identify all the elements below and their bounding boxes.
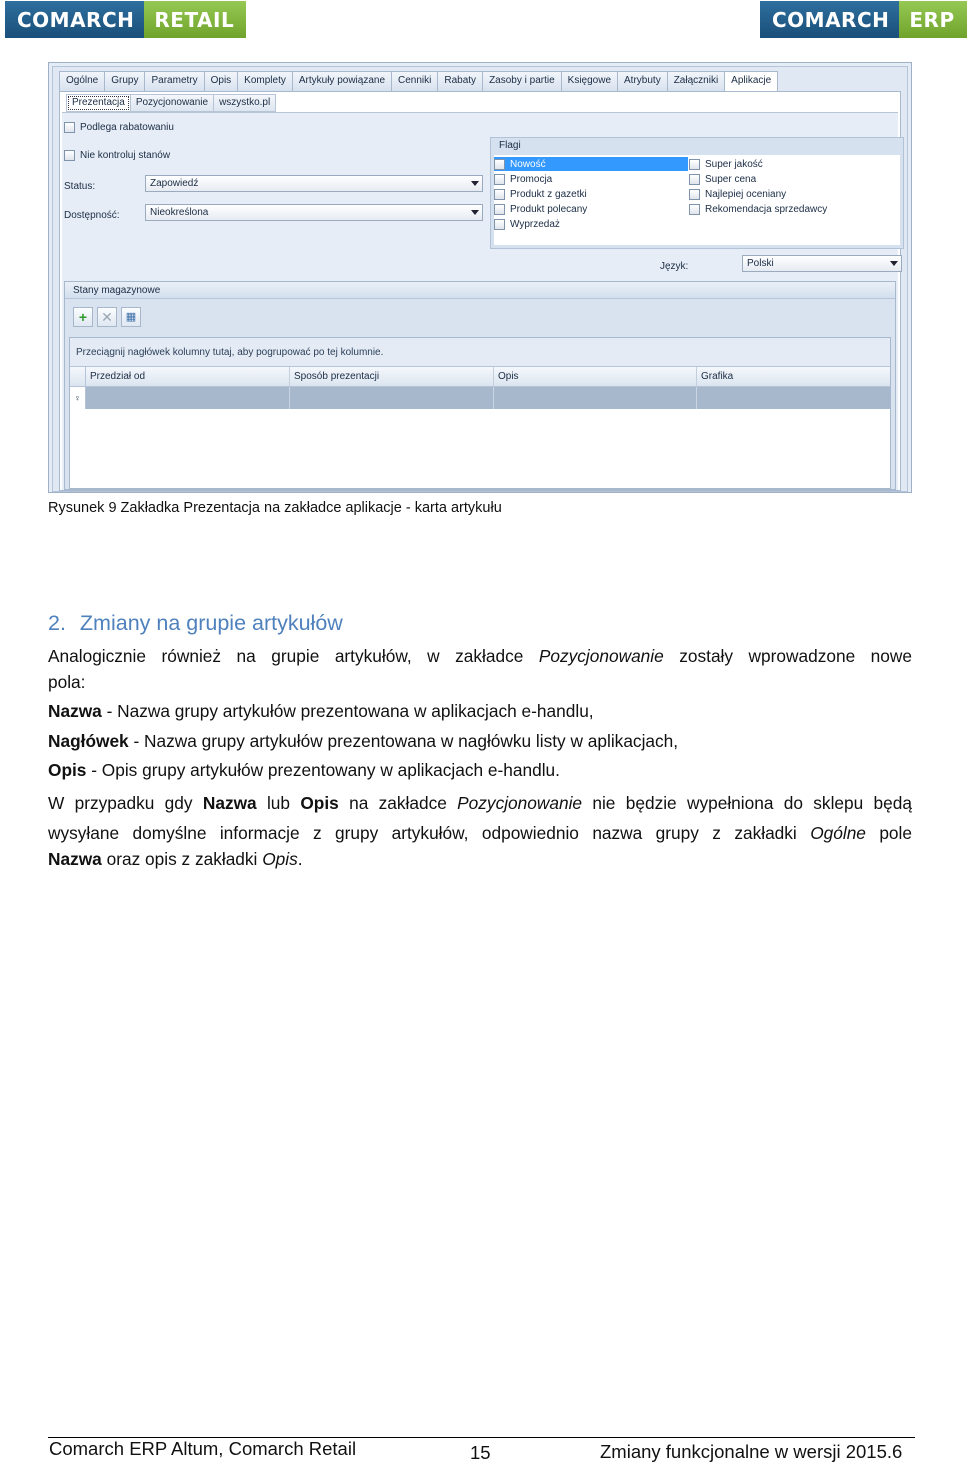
comarch-erp-logo: [760, 1, 955, 38]
tab-cenniki[interactable]: Cenniki: [391, 71, 438, 91]
flag-checkbox[interactable]: [689, 204, 700, 215]
main-tab-bar: [59, 71, 777, 91]
tab-aplikacje[interactable]: Aplikacje: [724, 71, 778, 92]
list-item-naglowek: [48, 731, 678, 752]
text-run: Analogicznie również na grupie artykułów, w zakładce: [48, 646, 539, 666]
column-header-sposob[interactable]: Sposób prezentacji: [290, 367, 494, 386]
discount-checkbox-label: Podlega rabatowaniu: [80, 122, 174, 133]
tab-parametry[interactable]: Parametry: [144, 71, 204, 91]
filter-cell[interactable]: [290, 387, 494, 409]
stock-control-checkbox[interactable]: [64, 150, 75, 161]
intro-line-2: pola:: [48, 672, 86, 692]
chevron-down-icon: [890, 261, 898, 266]
grid-filter-row[interactable]: [70, 387, 890, 409]
availability-select-value: Nieokreślona: [150, 207, 209, 218]
logo-comarch-text: COMARCH: [5, 1, 144, 38]
subtab-wszystko-pl[interactable]: wszystko.pl: [213, 94, 276, 112]
text-run: oraz opis z zakładki: [101, 849, 263, 869]
footer-page-number: 15: [470, 1442, 491, 1463]
flags-group: [490, 137, 904, 249]
article-card-screenshot: [48, 62, 912, 493]
flag-label: Produkt polecany: [510, 203, 588, 215]
tab-zalaczniki[interactable]: Załączniki: [667, 71, 725, 91]
flag-checkbox[interactable]: [494, 159, 505, 170]
language-select[interactable]: [742, 255, 902, 272]
tab-opis[interactable]: Opis: [204, 71, 239, 91]
logo-comarch-text: COMARCH: [760, 1, 899, 38]
flag-item[interactable]: [689, 157, 763, 171]
stock-control-checkbox-row[interactable]: [64, 150, 170, 161]
paragraph-2-line-2: [48, 819, 912, 848]
flag-label: Rekomendacja sprzedawcy: [705, 203, 828, 215]
text-run: - Nazwa grupy artykułów prezentowana w nagłówku listy w aplikacjach,: [128, 731, 679, 751]
flag-label: Nowość: [510, 158, 546, 170]
tab-grupy[interactable]: Grupy: [104, 71, 145, 91]
stock-control-checkbox-label: Nie kontroluj stanów: [80, 150, 171, 161]
bold-term: Opis: [48, 760, 87, 780]
flag-item[interactable]: [494, 172, 552, 186]
delete-button[interactable]: [97, 307, 117, 327]
text-run: pole: [865, 823, 912, 843]
column-header-opis[interactable]: Opis: [494, 367, 697, 386]
figure-caption: Rysunek 9 Zakładka Prezentacja na zakładce aplikacje - karta artykułu: [48, 500, 502, 516]
flag-checkbox[interactable]: [494, 174, 505, 185]
comarch-retail-logo: [5, 1, 235, 38]
flag-label: Promocja: [510, 173, 553, 185]
plus-icon: +: [78, 309, 88, 325]
availability-label: Dostępność:: [64, 210, 120, 221]
italic-tab-name: Pozycjonowanie: [457, 793, 583, 813]
availability-select[interactable]: [145, 204, 483, 221]
flag-item[interactable]: [494, 187, 587, 201]
status-label: Status:: [64, 181, 96, 192]
tab-komplety[interactable]: Komplety: [237, 71, 293, 91]
bold-term: Opis: [300, 793, 339, 813]
text-run: - Nazwa grupy artykułów prezentowana w aplikacjach e-handlu,: [101, 701, 594, 721]
prezentacja-panel: [62, 112, 898, 490]
logo-retail-text: RETAIL: [144, 1, 246, 38]
tab-atrybuty[interactable]: Atrybuty: [617, 71, 668, 91]
tab-ksiegowe[interactable]: Księgowe: [561, 71, 618, 91]
flag-label: Super jakość: [705, 158, 763, 170]
text-run: - Opis grupy artykułów prezentowany w aplikacjach e-handlu.: [86, 760, 560, 780]
window-panel: [52, 66, 908, 492]
stock-levels-title: Stany magazynowe: [65, 282, 895, 299]
flag-checkbox[interactable]: [689, 159, 700, 170]
chevron-down-icon: [471, 181, 479, 186]
filter-icon: ♀: [70, 387, 86, 409]
stock-grid: [69, 337, 891, 489]
flag-item[interactable]: [494, 217, 560, 231]
footer-version: Zmiany funkcjonalne w wersji 2015.6: [600, 1441, 903, 1462]
edit-grid-button[interactable]: [121, 307, 141, 327]
column-header-przedzial[interactable]: Przedział od: [86, 367, 290, 386]
flag-label: Super cena: [705, 173, 757, 185]
bold-term: Nazwa: [48, 701, 102, 721]
grid-edit-icon: ▦: [125, 310, 137, 323]
flag-checkbox[interactable]: [689, 189, 700, 200]
grid-header-row: [70, 367, 890, 387]
discount-checkbox[interactable]: [64, 122, 75, 133]
flag-label: Wyprzedaż: [510, 218, 560, 230]
flag-checkbox[interactable]: [494, 204, 505, 215]
list-item-opis: [48, 760, 560, 781]
language-select-value: Polski: [747, 258, 774, 269]
x-icon: ✕: [101, 309, 113, 325]
filter-cell[interactable]: [494, 387, 697, 409]
bold-term: Nazwa: [48, 849, 102, 869]
group-by-hint: Przeciągnij nagłówek kolumny tutaj, aby pogrupować po tej kolumnie.: [70, 338, 890, 367]
subtab-prezentacja[interactable]: Prezentacja: [66, 94, 131, 112]
discount-checkbox-row[interactable]: [64, 122, 174, 133]
row-indicator-header: [70, 367, 86, 386]
filter-cell[interactable]: [86, 387, 290, 409]
status-select-value: Zapowiedź: [150, 178, 199, 189]
tab-rabaty[interactable]: Rabaty: [437, 71, 483, 91]
column-header-grafika[interactable]: Grafika: [701, 371, 734, 382]
subtab-pozycjonowanie[interactable]: Pozycjonowanie: [130, 94, 214, 112]
italic-tab-name: Pozycjonowanie: [538, 646, 664, 666]
flag-item[interactable]: [689, 187, 786, 201]
text-run: lub: [256, 793, 301, 813]
language-label: Język:: [660, 261, 689, 272]
chevron-down-icon: [471, 210, 479, 215]
flag-label: Produkt z gazetki: [510, 188, 587, 200]
flags-title: Flagi: [499, 140, 521, 151]
bold-term: Nazwa: [202, 793, 257, 813]
stock-toolbar: [73, 307, 141, 327]
status-select[interactable]: [145, 175, 483, 192]
paragraph-2-line-1: [48, 789, 912, 818]
flag-checkbox[interactable]: [494, 219, 505, 230]
bold-term: Nagłówek: [48, 731, 129, 751]
italic-tab-name: Ogólne: [810, 823, 866, 843]
tab-ogolne[interactable]: Ogólne: [59, 71, 105, 91]
text-run: wysyłane domyślne informacje z grupy artykułów, odpowiednio nazwa grupy z zakładki: [48, 823, 811, 843]
flags-list: [494, 155, 900, 245]
flag-checkbox[interactable]: [689, 174, 700, 185]
sub-tab-bar: [66, 94, 275, 112]
text-run: zostały wprowadzone nowe: [663, 646, 912, 666]
stock-levels-panel: [64, 281, 896, 490]
intro-line-1: [48, 642, 912, 671]
flag-item[interactable]: [689, 202, 827, 216]
flag-item[interactable]: [494, 202, 587, 216]
tab-zasoby-i-partie[interactable]: Zasoby i partie: [482, 71, 562, 91]
text-run: na zakładce: [338, 793, 458, 813]
section-heading: [48, 611, 343, 636]
tab-artykuly-powiazane[interactable]: Artykuły powiązane: [292, 71, 392, 91]
footer-product: Comarch ERP Altum, Comarch Retail: [49, 1438, 357, 1459]
paragraph-2-line-3: [48, 849, 303, 870]
section-number: 2.: [48, 611, 66, 635]
flag-checkbox[interactable]: [494, 189, 505, 200]
aplikacje-tab-content: [59, 91, 901, 491]
text-run: W przypadku gdy: [48, 793, 203, 813]
text-run: nie będzie wypełniona do sklepu będą: [582, 793, 912, 813]
add-button[interactable]: [73, 307, 93, 327]
logo-erp-text: ERP: [899, 1, 966, 38]
filter-cell[interactable]: [697, 387, 890, 409]
list-item-nazwa: [48, 701, 594, 722]
italic-tab-name: Opis: [262, 849, 298, 869]
flag-item[interactable]: [494, 157, 688, 171]
text-run: .: [297, 849, 303, 869]
flag-label: Najlepiej oceniany: [705, 188, 787, 200]
section-title: Zmiany na grupie artykułów: [79, 611, 343, 635]
flag-item[interactable]: [689, 172, 756, 186]
